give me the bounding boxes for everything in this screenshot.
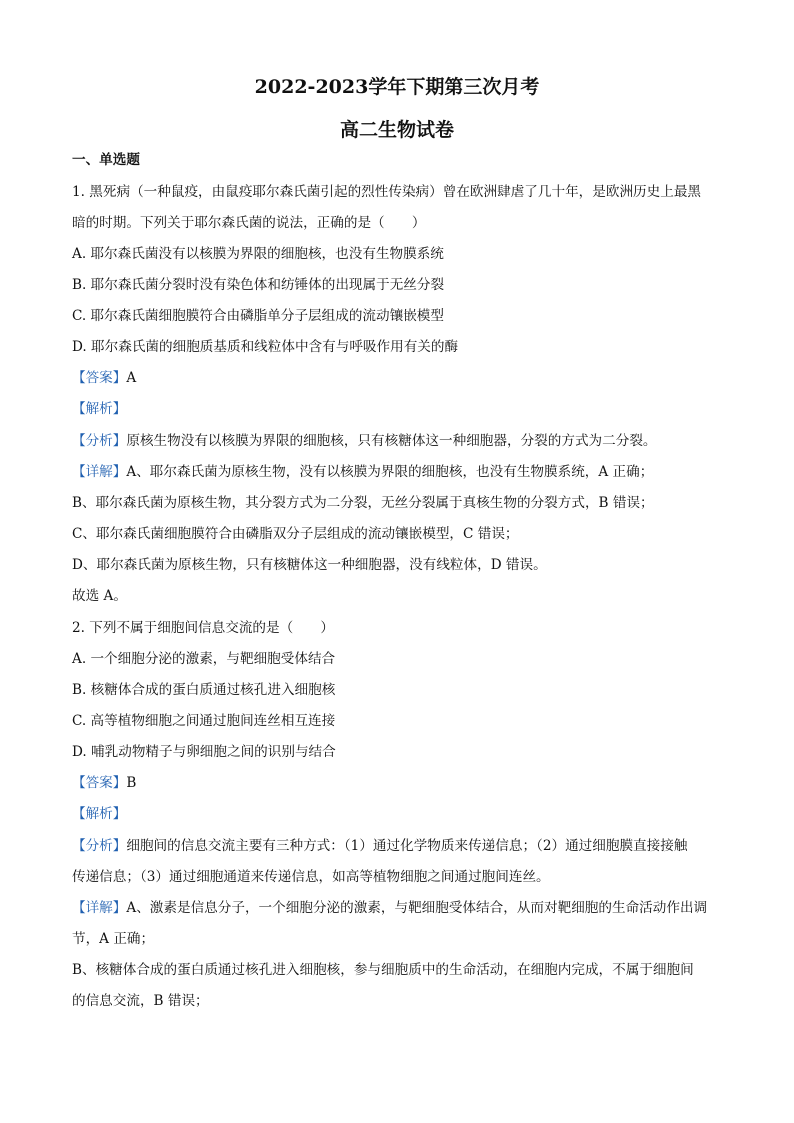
fenxi-text: 原核生物没有以核膜为界限的细胞核，只有核糖体这一种细胞器，分裂的方式为二分裂。	[126, 433, 657, 449]
section-heading: 一、单选题	[72, 152, 140, 168]
q1-detail-b: B、耶尔森氏菌为原核生物，其分裂方式为二分裂，无丝分裂属于真核生物的分裂方式，B 错误；	[72, 495, 654, 511]
q1-stem-line1: 1. 黑死病（一种鼠疫，由鼠疫耶尔森氏菌引起的烈性传染病）曾在欧洲肆虐了几十年，是欧洲历史上最黑	[72, 184, 702, 200]
q2-option-b: B. 核糖体合成的蛋白质通过核孔进入细胞核	[72, 682, 336, 698]
answer-value: A	[126, 370, 137, 386]
q2-xiangjie-line1	[72, 898, 724, 918]
q2-analysis	[72, 804, 724, 824]
q2-answer	[72, 773, 724, 793]
q1-analysis	[72, 399, 724, 419]
xiangjie-tag: 【详解】	[72, 464, 127, 480]
q2-fenxi-line2: 传递信息；（3）通过细胞通道来传递信息，如高等植物细胞之间通过胞间连丝。	[72, 869, 550, 885]
answer-tag: 【答案】	[72, 775, 127, 791]
q2-fenxi-line1	[72, 836, 724, 856]
xiangjie-tag: 【详解】	[72, 900, 127, 916]
q2-option-c: C. 高等植物细胞之间通过胞间连丝相互连接	[72, 713, 336, 729]
analysis-tag: 【解析】	[72, 401, 127, 417]
q1-conclusion: 故选 A。	[72, 588, 127, 604]
q2-option-a: A. 一个细胞分泌的激素，与靶细胞受体结合	[72, 651, 336, 667]
fenxi-tag: 【分析】	[72, 433, 127, 449]
q1-option-b: B. 耶尔森氏菌分裂时没有染色体和纺锤体的出现属于无丝分裂	[72, 277, 445, 293]
exam-subtitle: 高二生物试卷	[339, 119, 454, 141]
xiangjie-text: A、激素是信息分子，一个细胞分泌的激素，与靶细胞受体结合，从而对靶细胞的生命活动作出调	[126, 900, 708, 916]
q2-detail-b-line1: B、核糖体合成的蛋白质通过核孔进入细胞核，参与细胞质中的生命活动，在细胞内完成，不属于细胞间	[72, 962, 694, 978]
q1-option-c: C. 耶尔森氏菌细胞膜符合由磷脂单分子层组成的流动镶嵌模型	[72, 308, 444, 324]
fenxi-text: 细胞间的信息交流主要有三种方式：（1）通过化学物质来传递信息；（2）通过细胞膜直接接触	[126, 838, 688, 854]
fenxi-tag: 【分析】	[72, 838, 127, 854]
answer-value: B	[126, 775, 137, 791]
q1-fenxi	[72, 431, 724, 451]
q2-xiangjie-line2: 节，A 正确；	[72, 931, 155, 947]
exam-title: 2022-2023学年下期第三次月考	[254, 76, 540, 98]
q1-stem-line2: 暗的时期。下列关于耶尔森氏菌的说法，正确的是（ ）	[72, 215, 426, 231]
q1-detail-c: C、耶尔森氏菌细胞膜符合由磷脂双分子层组成的流动镶嵌模型，C 错误；	[72, 526, 519, 542]
q1-detail-d: D、耶尔森氏菌为原核生物，只有核糖体这一种细胞器，没有线粒体，D 错误。	[72, 557, 547, 573]
analysis-tag: 【解析】	[72, 806, 127, 822]
q1-option-d: D. 耶尔森氏菌的细胞质基质和线粒体中含有与呼吸作用有关的酶	[72, 339, 459, 355]
answer-tag: 【答案】	[72, 370, 127, 386]
q2-detail-b-line2: 的信息交流，B 错误；	[72, 993, 209, 1009]
q1-option-a: A. 耶尔森氏菌没有以核膜为界限的细胞核，也没有生物膜系统	[72, 246, 444, 262]
q1-answer	[72, 368, 724, 388]
q1-xiangjie	[72, 462, 724, 482]
xiangjie-text: A、耶尔森氏菌为原核生物，没有以核膜为界限的细胞核，也没有生物膜系统，A 正确；	[126, 464, 654, 480]
q2-option-d: D. 哺乳动物精子与卵细胞之间的识别与结合	[72, 744, 336, 760]
q2-stem: 2. 下列不属于细胞间信息交流的是（ ）	[72, 620, 334, 636]
